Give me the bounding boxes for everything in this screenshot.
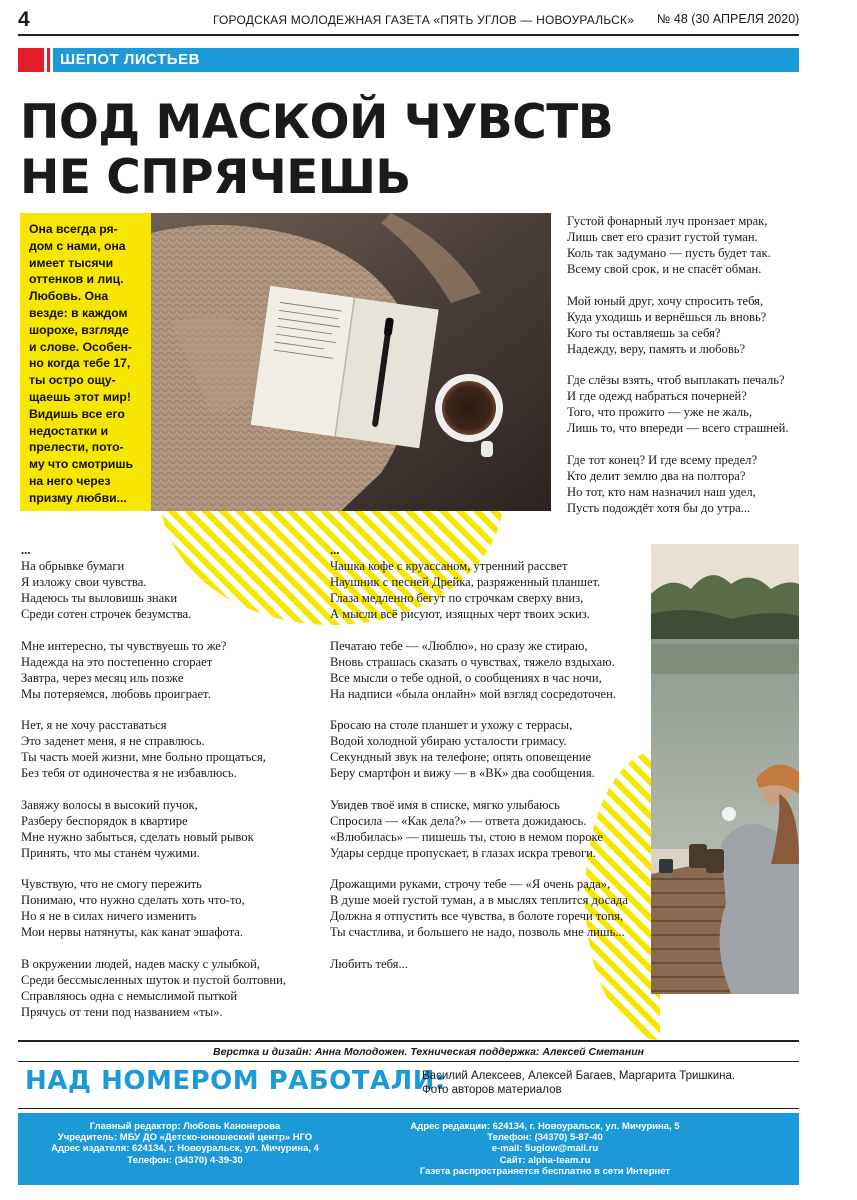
- poem-line: Кого ты оставляешь за себя?: [567, 325, 721, 340]
- poem-line: Всему свой срок, и не спасёт обман.: [567, 262, 762, 276]
- stanza: [567, 452, 817, 516]
- lead-line: оттенков и лиц.: [29, 272, 124, 287]
- poem-line: Глаза медленно бегут по строчкам сверху вниз,: [330, 591, 584, 605]
- stanza: [21, 717, 321, 781]
- stanza: [21, 558, 321, 622]
- rubric-red-block: [18, 48, 44, 72]
- poem-line: Где слёзы взять, чтоб выплакать печаль?: [567, 373, 785, 387]
- newspaper-name: ГОРОДСКАЯ МОЛОДЕЖНАЯ ГАЗЕТА «ПЯТЬ УГЛОВ — НОВОУРАЛЬСК»: [213, 13, 635, 27]
- poem-line: Все мысли о тебе одной, о сообщениях в час ночи,: [330, 670, 602, 685]
- poem-line: Я изложу свои чувства.: [21, 575, 147, 589]
- poem-line: Мне нужно забыться, сделать новый рывок: [21, 829, 254, 844]
- imprint-line: Телефон: (34370) 4-39-30: [127, 1154, 243, 1166]
- rubric-title: ШЕПОТ ЛИСТЬЕВ: [60, 51, 200, 68]
- poem-line: И где одежд набраться почерней?: [567, 389, 747, 403]
- poem-line: Среди бессмысленных шуток и пустой болтовни,: [21, 972, 286, 987]
- poem-line: Должна я отпустить все чувства, в болоте горечи топя,: [330, 909, 624, 923]
- poem-line: А мысли всё рисуют, изящных черт твоих эскиз.: [330, 607, 590, 621]
- poem-line: Среди сотен строчек безумства.: [21, 607, 192, 621]
- poem-line: В душе моей густой туман, а в мыслях теплится досада: [330, 893, 628, 907]
- poem-line: Водой холодной убираю усталости гримасу.: [330, 734, 567, 748]
- lead-line: но когда тебе 17,: [29, 356, 131, 371]
- imprint-line: Главный редактор: Любовь Канонерова: [89, 1121, 281, 1132]
- lead-line: щаешь этот мир!: [29, 389, 131, 404]
- poem-line: Понимаю, что нужно сделать хоть что-то,: [21, 893, 245, 907]
- layout-credit: Верстка и дизайн: Анна Молодожен. Техническая поддержка: Алексей Сметанин: [213, 1046, 644, 1058]
- imprint-line: Адрес редакции: 624134, г. Новоуральск, ул. Мичурина, 5: [410, 1121, 680, 1132]
- imprint-line: Газета распространяется бесплатно в сети Интернет: [419, 1165, 671, 1177]
- poem-line: На надписи «была онлайн» мой взгляд сосредоточен.: [330, 686, 616, 701]
- lead-line: имеет тысячи: [29, 255, 114, 270]
- credits-rule-bottom: [18, 1108, 799, 1109]
- poem-line: Лишь свет его сразит густой туман.: [567, 230, 758, 244]
- poem-line: Куда уходишь и вернёшься ль вновь?: [567, 309, 767, 324]
- poem-top: [567, 213, 817, 531]
- poem-line: Бросаю на столе планшет и ухожу с террасы,: [330, 718, 573, 732]
- headline-line-2: НЕ СПРЯЧЕШЬ: [20, 150, 411, 205]
- poem-line: В окружении людей, надев маску с улыбкой,: [21, 956, 260, 971]
- poem-line: Беру смартфон и вижу — в «ВК» два сообщения.: [330, 766, 595, 780]
- poem-marker: ...: [330, 543, 340, 557]
- lead-line: шорохе, взгляде: [29, 322, 129, 337]
- poem-left: [21, 544, 321, 1035]
- poem-line: Но тот, кто нам назначил наш удел,: [567, 484, 756, 499]
- stanza: [330, 956, 640, 972]
- poem-line: Мы потеряемся, любовь проиграет.: [21, 686, 211, 701]
- page-number: 4: [18, 8, 30, 31]
- issue-number: № 48 (30 АПРЕЛЯ 2020): [657, 12, 800, 26]
- credits-rule-top: [18, 1040, 799, 1042]
- poem-line: Наушник с песней Дрейка, разряженный планшет.: [330, 575, 601, 589]
- poem-line: Нет, я не хочу расставаться: [21, 718, 167, 732]
- lake-pier-photo: [651, 544, 799, 994]
- header-rule: [18, 34, 799, 36]
- stanza: [21, 638, 321, 702]
- imprint-line: Сайт: alpha-team.ru: [499, 1154, 591, 1166]
- lead-line: недостатки и: [29, 423, 109, 438]
- stanza: [330, 638, 640, 702]
- lead-line: дом с нами, она: [29, 238, 126, 253]
- lead-line: Она всегда ря-: [29, 222, 118, 236]
- poem-line: Мои нервы натянуты, как канат эшафота.: [21, 925, 244, 939]
- poem-line: Где тот конец? И где всему предел?: [567, 452, 758, 467]
- poem-line: Того, что прожито — уже не жаль,: [567, 405, 753, 419]
- poem-line: Печатаю тебе — «Люблю», но сразу же стираю,: [330, 638, 588, 653]
- poem-right: [330, 544, 640, 987]
- stanza: [21, 797, 321, 861]
- poem-line: Надежда на это постепенно сгорает: [21, 654, 213, 669]
- poem-line: Мой юный друг, хочу спросить тебя,: [567, 293, 764, 308]
- lead-line: прелести, пото-: [29, 440, 124, 455]
- poem-line: Завяжу волосы в высокий пучок,: [21, 797, 198, 812]
- stanza: [21, 956, 321, 1020]
- poem-line: Прячусь от тени под названием «ты».: [21, 1004, 223, 1019]
- poem-line: Секундный звук на телефоне; опять оповещение: [330, 750, 592, 764]
- poem-line: Коль так задумано — пусть будет так.: [567, 246, 771, 260]
- poem-line: Вновь страшась сказать о чувствах, тяжело вздыхаю.: [330, 654, 615, 669]
- poem-line: Без тебя от одиночества я не избавлюсь.: [21, 766, 237, 780]
- poem-line: Пусть подождёт хотя бы до утра...: [567, 500, 751, 515]
- lead-text: [29, 221, 149, 507]
- stanza: [567, 372, 817, 436]
- lead-line: и слове. Особен-: [29, 339, 132, 354]
- poem-line: Ты счастлива, и большего не надо, позволь мне лишь...: [330, 925, 625, 939]
- lead-line: везде: в каждом: [29, 305, 128, 320]
- lead-line: на него через: [29, 473, 111, 488]
- poem-line: Справляюсь одна с немыслимой пыткой: [21, 988, 238, 1003]
- poem-line: Завтра, через месяц иль позже: [21, 670, 184, 685]
- poem-marker: ...: [21, 543, 31, 557]
- poem-line: Принять, что мы станем чужими.: [21, 845, 200, 860]
- poem-line: Лишь то, что впереди — всего страшней.: [567, 421, 789, 435]
- stanza: [330, 797, 640, 861]
- lead-line: Видишь все его: [29, 406, 125, 421]
- imprint-publisher: [20, 1121, 350, 1166]
- imprint-line: Адрес издателя: 624134, г. Новоуральск, ул. Мичурина, 4: [51, 1143, 319, 1155]
- poem-line: Чувствую, что не смогу пережить: [21, 877, 202, 891]
- poem-line: Удары сердце пропускает, в глазах искра тревоги.: [330, 845, 597, 860]
- credits-rule-mid: [18, 1061, 799, 1062]
- poem-line: Разберу беспорядок в квартире: [21, 813, 188, 828]
- poem-line: Кто делит землю два на полтора?: [567, 468, 746, 483]
- team-names: [422, 1069, 735, 1097]
- poem-line: Дрожащими руками, строчу тебе — «Я очень рада»,: [330, 877, 611, 891]
- poem-line: Это заденет меня, я не справлюсь.: [21, 734, 205, 748]
- stanza: [567, 293, 817, 357]
- imprint-editorial: [400, 1121, 690, 1177]
- poem-line: Спросила — «Как дела?» — ответа дожидаюсь.: [330, 813, 587, 828]
- lead-line: му что смотришь: [29, 457, 134, 472]
- lead-line: Любовь. Она: [29, 289, 109, 304]
- lead-line: ты остро ощу-: [29, 373, 116, 388]
- team-title: НАД НОМЕРОМ РАБОТАЛИ:: [25, 1066, 446, 1096]
- poem-line: Мне интересно, ты чувствуешь то же?: [21, 638, 227, 653]
- poem-line: Надеюсь ты выловишь знаки: [21, 591, 178, 605]
- headline-line-1: ПОД МАСКОЙ ЧУВСТВ: [20, 95, 614, 150]
- poem-line: Увидев твоё имя в списке, мягко улыбаюсь: [330, 797, 560, 812]
- lead-line: призму любви...: [29, 490, 127, 505]
- stanza: [21, 876, 321, 940]
- notebook-coffee-photo: [151, 213, 551, 511]
- poem-line: Но я не в силах ничего изменить: [21, 909, 197, 923]
- poem-line: Ты часть моей жизни, мне больно прощаться,: [21, 750, 266, 764]
- poem-line: Любить тебя...: [330, 956, 408, 971]
- imprint-line: Телефон: (34370) 5-87-40: [487, 1132, 603, 1144]
- poem-line: Чашка кофе с круассаном, утренний рассвет: [330, 559, 568, 573]
- team-names-line-2: Фото авторов материалов: [422, 1084, 562, 1096]
- poem-line: «Влюбилась» — пишешь ты, стою в немом пороке: [330, 829, 603, 844]
- poem-line: Густой фонарный луч пронзает мрак,: [567, 214, 768, 228]
- poem-line: На обрывке бумаги: [21, 559, 125, 573]
- stanza: [567, 213, 817, 277]
- rubric-red-stripe: [47, 48, 50, 72]
- team-names-line-1: Василий Алексеев, Алексей Багаев, Маргарита Тришкина.: [422, 1070, 736, 1082]
- article-headline: [20, 95, 720, 205]
- imprint-line: e-mail: 5uglow@mail.ru: [491, 1143, 599, 1155]
- stanza: [330, 558, 640, 622]
- stanza: [330, 876, 640, 940]
- imprint-line: Учредитель: МБУ ДО «Детско-юношеский центр» НГО: [57, 1132, 313, 1144]
- poem-line: Надежду, веру, память и любовь?: [567, 341, 746, 356]
- stanza: [330, 717, 640, 781]
